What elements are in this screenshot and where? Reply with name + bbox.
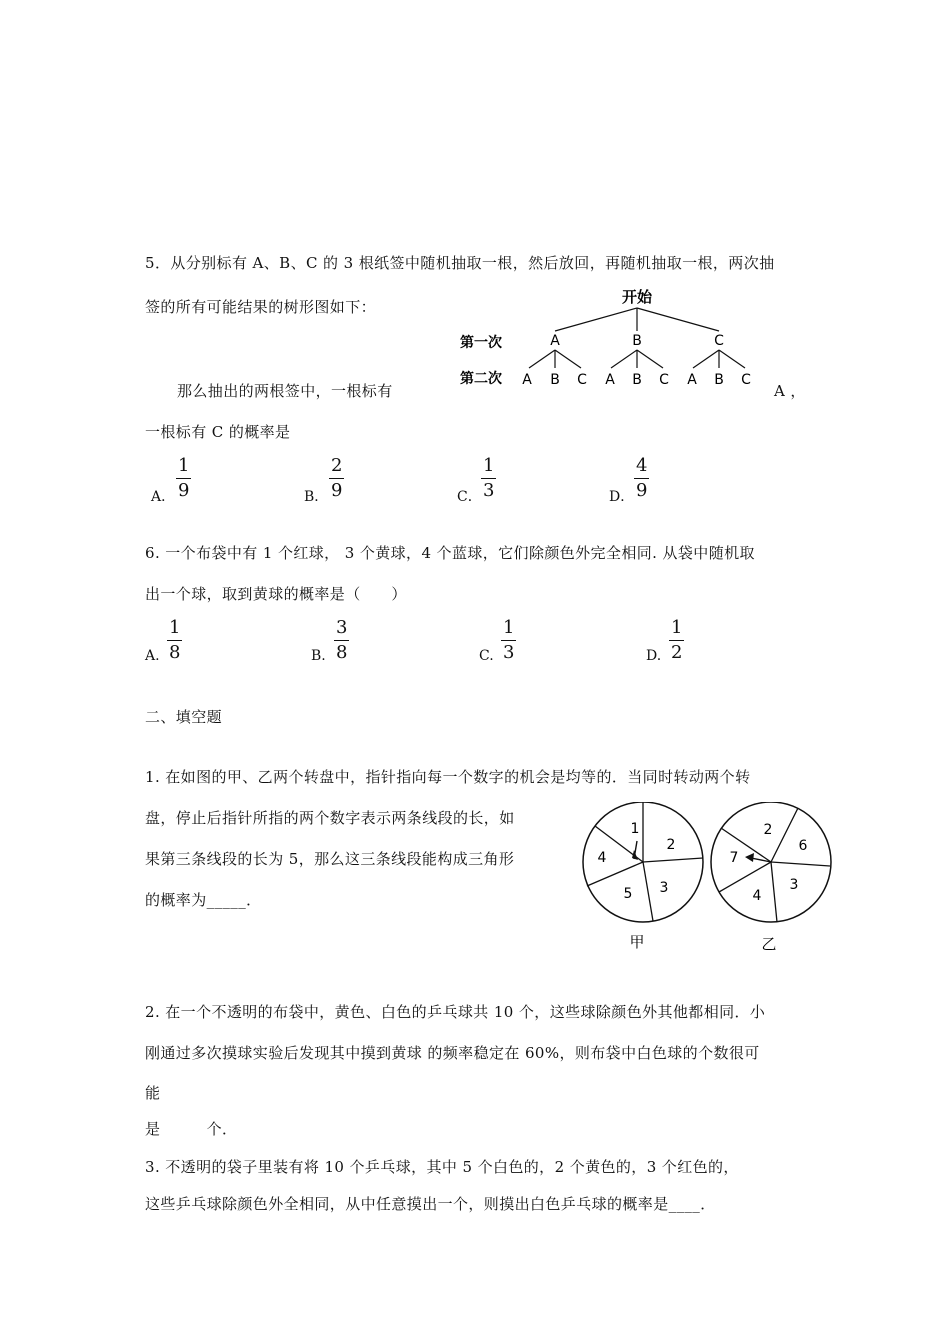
spinner-yi — [705, 802, 845, 952]
f1-line-3: 果第三条线段的长为 5，那么这三条线段能构成三角形 — [145, 850, 515, 868]
q5-option-b-letter: B． — [304, 489, 329, 505]
q6-line-1: 6. 一个布袋中有 1 个红球， 3 个黄球，4 个蓝球，它们除颜色外完全相同. 从袋中随机取 — [145, 544, 755, 562]
q6-option-d-letter: D. — [646, 648, 662, 664]
tree-node-c: C — [714, 333, 724, 349]
q6-option-c-letter: C. — [479, 648, 494, 664]
f3-line-2: 这些乒乓球除颜色外全相同，从中任意摸出一个，则摸出白色乒乓球的概率是____． — [145, 1195, 716, 1213]
spinner-jia-number: 5 — [623, 886, 633, 902]
tree-leaf: C — [659, 372, 669, 388]
tree-level2-label: 第二次 — [460, 371, 502, 387]
spinner-jia-number: 2 — [666, 837, 676, 853]
spinner-yi-number: 7 — [729, 850, 739, 866]
spinner-jia-number: 1 — [630, 821, 640, 837]
tree-leaf: A — [522, 372, 532, 388]
q6-option-a-fraction: 1 8 — [169, 617, 181, 663]
f2-line-3: 能 — [145, 1084, 161, 1102]
tree-leaf: A — [687, 372, 697, 388]
q5-option-d-fraction: 4 9 — [636, 455, 648, 501]
q5-option-a-letter: A． — [151, 489, 176, 505]
tree-leaf: A — [605, 372, 615, 388]
f2-line-2: 刚通过多次摸球实验后发现其中摸到黄球 的频率稳定在 60%，则布袋中白色球的个数很可 — [145, 1044, 760, 1062]
spinner-jia-label: 甲 — [629, 933, 645, 951]
q6-option-b-letter: B. — [311, 648, 326, 664]
q6-line-2: 出一个球，取到黄球的概率是（ ） — [145, 585, 407, 603]
spinner-yi-number: 3 — [789, 877, 799, 893]
tree-leaf: B — [714, 372, 724, 388]
q5-line-3-tail: A ， — [774, 382, 806, 400]
tree-diagram — [455, 286, 765, 400]
f1-line-4: 的概率为_____． — [145, 891, 262, 909]
tree-leaf: C — [577, 372, 587, 388]
q5-option-c-fraction: 1 3 — [483, 455, 495, 501]
spinner-jia-number: 4 — [597, 850, 607, 866]
q6-option-d-fraction: 1 2 — [671, 617, 683, 663]
tree-node-a: A — [550, 333, 560, 349]
q5-line-2: 签的所有可能结果的树形图如下： — [145, 298, 377, 316]
q5-option-c-letter: C． — [457, 489, 482, 505]
f2-line-1: 2. 在一个不透明的布袋中，黄色、白色的乒乓球共 10 个，这些球除颜色外其他都相同．小 — [145, 1003, 766, 1021]
spinner-yi-number: 4 — [752, 888, 762, 904]
q5-line-1: 5．从分别标有 A、B、C 的 3 根纸签中随机抽取一根，然后放回，再随机抽取一根，两次抽 — [145, 254, 775, 272]
q5-option-d-letter: D． — [609, 489, 635, 505]
q5-option-a-fraction: 1 9 — [178, 455, 190, 501]
spinner-yi-label: 乙 — [761, 935, 777, 952]
f2-line-4: 是 个． — [145, 1120, 238, 1138]
tree-leaf: B — [550, 372, 560, 388]
spinner-jia — [575, 802, 715, 952]
tree-level1-label: 第一次 — [460, 335, 502, 351]
q5-line-3: 那么抽出的两根签中，一根标有 — [177, 382, 393, 400]
q6-option-a-letter: A. — [145, 648, 160, 664]
spinner-jia-number: 3 — [659, 880, 669, 896]
q5-option-b-fraction: 2 9 — [331, 455, 343, 501]
tree-leaf: C — [741, 372, 751, 388]
f1-line-2: 盘，停止后指针所指的两个数字表示两条线段的长，如 — [145, 809, 515, 827]
tree-leaf: B — [632, 372, 642, 388]
q6-option-b-fraction: 3 8 — [336, 617, 348, 663]
section-title: 二、填空题 — [145, 708, 223, 726]
tree-node-b: B — [632, 333, 642, 349]
q6-option-c-fraction: 1 3 — [503, 617, 515, 663]
spinner-yi-number: 2 — [763, 822, 773, 838]
tree-root-label: 开始 — [621, 288, 653, 306]
f3-line-1: 3. 不透明的袋子里装有将 10 个乒乓球，其中 5 个白色的，2 个黄色的，3 个红色的， — [145, 1158, 739, 1176]
spinner-yi-number: 6 — [798, 838, 808, 854]
f1-line-1: 1. 在如图的甲、乙两个转盘中，指针指向每一个数字的机会是均等的．当同时转动两个转 — [145, 768, 751, 786]
q5-line-4: 一根标有 C 的概率是 — [145, 423, 291, 441]
